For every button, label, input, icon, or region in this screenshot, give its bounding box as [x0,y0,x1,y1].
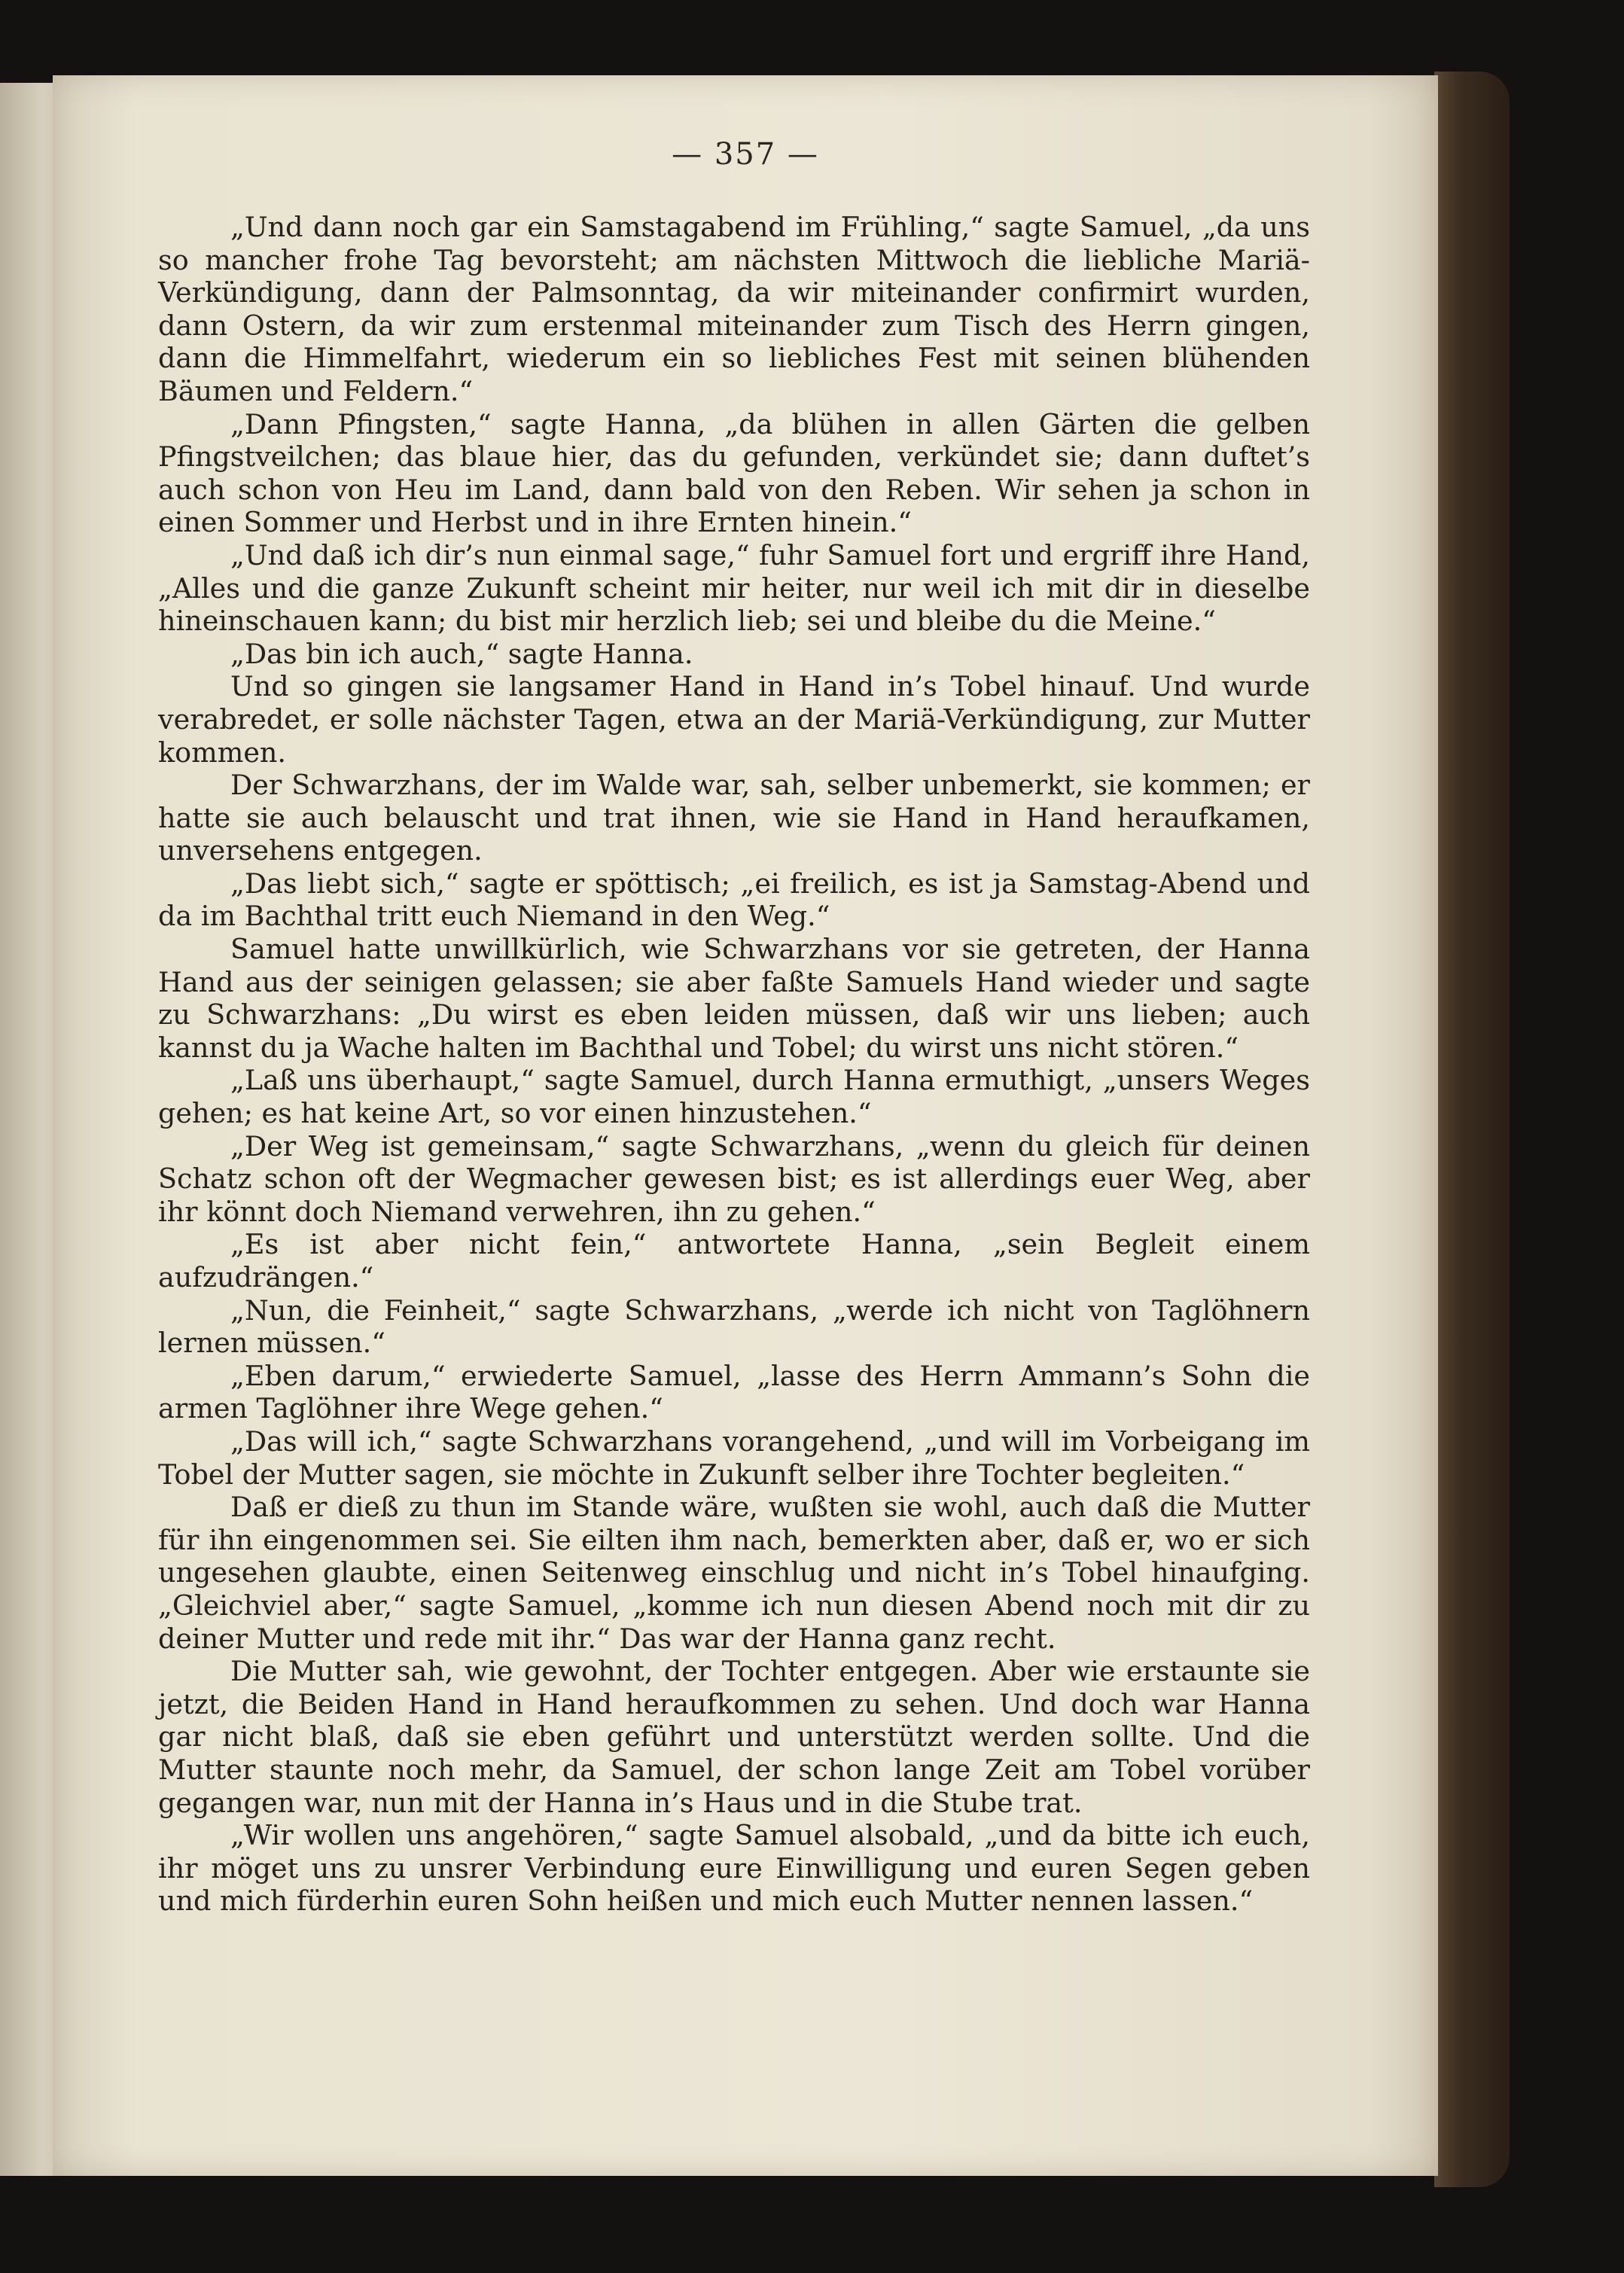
paragraph: „Laß uns überhaupt,“ sagte Samuel, durch Hanna ermuthigt, „unsers Weges gehen; es hat keine Art, so vor einen hinzustehen.“ [158,1064,1310,1130]
paragraph: „Das will ich,“ sagte Schwarzhans vorangehend, „und will im Vorbeigang im Tobel der Mutter sagen, sie möchte in Zukunft selber ihre Tochter begleiten.“ [158,1424,1310,1491]
paragraph: „Und dann noch gar ein Samstagabend im Frühling,“ sagte Samuel, „da uns so mancher frohe Tag bevorsteht; am nächsten Mittwoch die liebliche Mariä-Verkündigung, dann der Palmsonntag, da wir miteinander confirmirt wurden, dann Ostern, da wir zum erstenmal miteinander zum Tisch des Herrn gingen, dann die Himmelfahrt, wiederum ein so liebliches Fest mit seinen blühenden Bäumen und Feldern.“ [158,211,1310,407]
paragraph: „Eben darum,“ erwiederte Samuel, „lasse des Herrn Ammann’s Sohn die armen Taglöhner ihre Wege gehen.“ [158,1359,1310,1425]
paragraph: „Dann Pfingsten,“ sagte Hanna, „da blühen in allen Gärten die gelben Pfingstveilchen; das blaue hier, das du gefunden, verkündet sie; dann duftet’s auch schon von Heu im Land, dann bald von den Reben. Wir sehen ja schon in einen Sommer und Herbst und in ihre Ernten hinein.“ [158,407,1310,539]
paragraph: „Das liebt sich,“ sagte er spöttisch; „ei freilich, es ist ja Samstag-Abend und da im Bachthal tritt euch Niemand in den Weg.“ [158,867,1310,933]
paragraph: „Es ist aber nicht fein,“ antwortete Hanna, „sein Begleit einem aufzudrängen.“ [158,1228,1310,1293]
paragraph: „Das bin ich auch,“ sagte Hanna. [230,637,693,670]
paragraph: Daß er dieß zu thun im Stande wäre, wußten sie wohl, auch daß die Mutter für ihn eingenommen sei. Sie eilten ihm nach, bemerkten aber, daß er, wo er sich ungesehen glaubte, einen Seitenweg einschlug und nicht in’s Tobel hinaufging. „Gleichviel aber,“ sagte Samuel, „komme ich nun diesen Abend noch mit dir zu deiner Mutter und rede mit ihr.“ Das war der Hanna ganz recht. [158,1491,1310,1655]
paragraph: Und so gingen sie langsamer Hand in Hand in’s Tobel hinauf. Und wurde verabredet, er solle nächster Tagen, etwa an der Mariä-Verkündigung, zur Mutter kommen. [158,670,1310,769]
book-cover-edge [1434,72,1510,2187]
left-page-edge [0,83,60,2176]
paragraph: „Nun, die Feinheit,“ sagte Schwarzhans, „werde ich nicht von Taglöhnern lernen müssen.“ [158,1293,1310,1360]
paragraph: Die Mutter sah, wie gewohnt, der Tochter entgegen. Aber wie erstaunte sie jetzt, die Beiden Hand in Hand heraufkommen zu sehen. Und doch war Hanna gar nicht blaß, daß sie eben geführt und unterstützt werden sollte. Und die Mutter staunte noch mehr, da Samuel, der schon lange Zeit am Tobel vorüber gegangen war, nun mit der Hanna in’s Haus und in die Stube trat. [158,1655,1310,1819]
paragraph: „Der Weg ist gemeinsam,“ sagte Schwarzhans, „wenn du gleich für deinen Schatz schon oft der Wegmacher gewesen bist; es ist allerdings euer Weg, aber ihr könnt doch Niemand verwehren, ihn zu gehen.“ [158,1129,1310,1228]
page-number: — 357 — [672,137,819,172]
body-text [158,211,1310,1918]
paragraph: Der Schwarzhans, der im Walde war, sah, selber unbemerkt, sie kommen; er hatte sie auch belauscht und trat ihnen, wie sie Hand in Hand heraufkamen, unversehens entgegen. [158,769,1310,867]
paragraph: „Wir wollen uns angehören,“ sagte Samuel alsobald, „und da bitte ich euch, ihr möget uns zu unsrer Verbindung eure Einwilligung und euren Segen geben und mich fürderhin euren Sohn heißen und mich euch Mutter nennen lassen.“ [158,1819,1310,1918]
book-page [53,75,1438,2176]
paragraph: Samuel hatte unwillkürlich, wie Schwarzhans vor sie getreten, der Hanna Hand aus der seinigen gelassen; sie aber faßte Samuels Hand wieder und sagte zu Schwarzhans: „Du wirst es eben leiden müssen, daß wir uns lieben; auch kannst du ja Wache halten im Bachthal und Tobel; du wirst uns nicht stören.“ [158,933,1310,1064]
paragraph: „Und daß ich dir’s nun einmal sage,“ fuhr Samuel fort und ergriff ihre Hand, „Alles und die ganze Zukunft scheint mir heiter, nur weil ich mit dir in dieselbe hineinschauen kann; du bist mir herzlich lieb; sei und bleibe du die Meine.“ [158,538,1310,638]
